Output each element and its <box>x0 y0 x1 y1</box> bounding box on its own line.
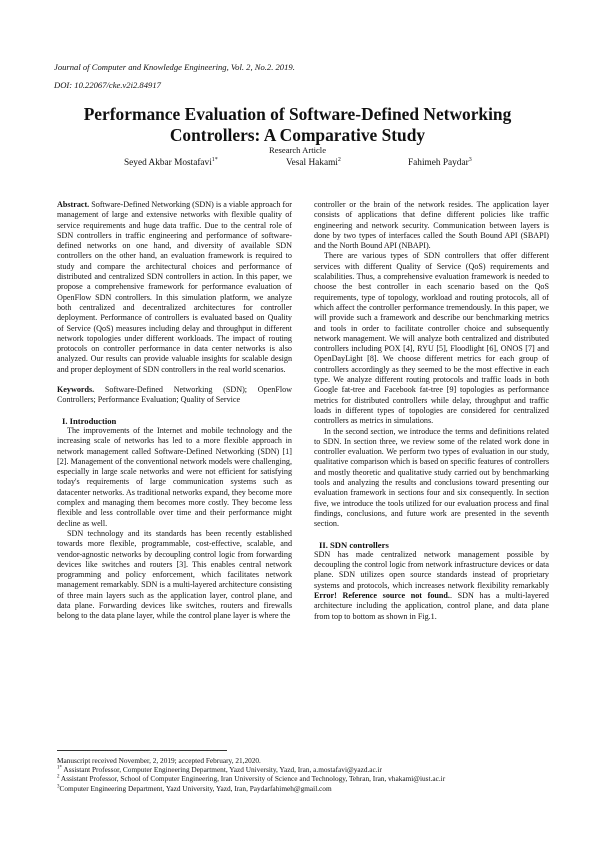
footnotes <box>57 756 547 793</box>
paragraph: In the second section, we introduce the terms and definitions related to SDN. In section three, we review some of the related work done in controller evaluation. We perform two types of evaluation in our study, qualitative comparison which is based on specific features of controllers and mostly theoretic and qualitative study carried out by benchmarking tools and analyzing the results and conclusions toward presenting our evaluation framework in sections four and six consequently. In section five, we introduce the tools utilized for our evaluation process and final findings, conclusions, and future work are presented in the seventh section. <box>314 426 549 529</box>
author-2 <box>286 158 341 168</box>
footnote-mark: 2 <box>57 774 60 780</box>
paragraph: controller or the brain of the network resides. The application layer consists of applications that define different policies like traffic engineering and network security. Communication between layers is done by two types of interfaces called the South Bound API (SBAPI) and the North Bound API (NBAPI). <box>314 200 549 251</box>
journal-citation: Journal of Computer and Knowledge Engineering, Vol. 2, No.2. 2019. <box>54 62 295 72</box>
keywords <box>57 385 292 406</box>
abstract <box>57 200 292 375</box>
paragraph: SDN technology and its standards has been recently established towards more flexible, programmable, cost-effective, scalable, and vendor-agnostic networks by decoupling control logic from forwarding devices like switches and routers [3]. This enables central network programming and policy enforcement, which facilitates network management remarkably. SDN is a multi-layered architecture consisting of three main layers such as the application layer, control plane, and data plane. Forwarding devices like switches, routers and firewalls belong to the data plane layer, while the control plane layer is where the <box>57 528 292 621</box>
footnote-3 <box>57 784 547 793</box>
author-name: Fahimeh Paydar <box>408 158 469 168</box>
keywords-label: Keywords. <box>57 385 95 395</box>
footnote-mark: 3 <box>57 784 60 790</box>
footnote-1 <box>57 765 547 774</box>
abstract-text: Software-Defined Networking (SDN) is a viable approach for management of large and extensive networks with flexible quality of service requirements and huge data traffic. Due to the central role of SDN controllers in traffic engineering and performance of software-defined networks on one hand, and diversity of available SDN controllers on the other hand, an evaluation framework is required to study and compare the architectural choices and performance of distributed and centralized SDN controllers in action. In this paper, we propose a comprehensive framework for performance evaluation of OpenFlow SDN controllers. In this simulation platform, we analyze both centralized and decentralized architectures for controller deployment. Performance of controllers is evaluated based on Quality of Service (QoS) measures including delay and throughput in different network topologies under different workloads. The impact of routing protocols on controller performance in data center networks is also analyzed. Our results can provide valuable insights for scalable design and proper deployment of SDN controllers in the real world scenarios. <box>57 200 293 374</box>
keywords-text: Software-Defined Networking (SDN); OpenFlow Controllers; Performance Evaluation; Quality of Service <box>57 385 292 405</box>
author-name: Vesal Hakami <box>286 158 338 168</box>
reference-error: Error! Reference source not found. <box>314 590 450 600</box>
footnote-divider <box>57 750 227 751</box>
paragraph-text: . SDN has a multi-layered architecture including the application, control plane, and data plane from top to bottom as shown in Fig.1. <box>314 590 549 621</box>
footnote-2 <box>57 774 547 783</box>
paragraph: The improvements of the Internet and mobile technology and the increasing scale of networks has led to a more flexible approach in network management called Software-Defined Networking (SDN) [1][2]. Management of the conventional network models were challenging, especially in large scale networks and were not efficient for satisfying today's requirements of large communication systems such as datacenter networks. As traditional networks expand, they become more complex and managing them becomes more costly. They become less flexible and less controllable over time and their performance might decline as well. <box>57 425 292 528</box>
paper-title: Performance Evaluation of Software-Defined Networking Controllers: A Comparative Study <box>83 104 512 145</box>
section-heading-introduction: I. Introduction <box>62 415 117 426</box>
paragraph <box>314 550 549 622</box>
footnote-text: Assistant Professor, School of Computer Engineering, Iran University of Science and Technology, Tehran, Iran, vhakami@iust.ac.ir <box>60 774 446 784</box>
left-column <box>57 200 292 622</box>
article-type: Research Article <box>268 145 327 155</box>
author-mark: 1* <box>211 156 218 163</box>
footnote-text: Assistant Professor, Computer Engineering Department, Yazd University, Yazd, Iran, a.mostafavi@yazd.ac.ir <box>63 765 383 775</box>
author-mark: 2 <box>337 156 341 163</box>
right-column <box>314 200 549 622</box>
doi: DOI: 10.22067/cke.v2i2.84917 <box>54 80 161 90</box>
paragraph-text: SDN has made centralized network management possible by decoupling the control logic from network infrastructure devices or data plane. SDN utilizes open source standards instead of proprietary systems and protocols, which increases network flexibility remarkably <box>314 549 549 590</box>
author-mark: 3 <box>468 156 472 163</box>
author-3 <box>408 158 472 168</box>
author-name: Seyed Akbar Mostafavi <box>124 158 212 168</box>
footnote-mark: 1* <box>57 765 62 771</box>
paragraph: There are various types of SDN controllers that offer different services with different Quality of Service (QoS) requirements and scalabilities. Thus, a comprehensive evaluation framework is needed to choose the best controller in each scenario based on the QoS requirements, type of topology, workload and routing protocols, all of which affect the controller performance tremendously. In this paper, we will provide such a framework and describe our benchmarking metrics and tools in order to facilitate controller choice and subsequently network management. We will analyze both centralized and distributed controllers including POX [4], RYU [5], Floodlight [6], ONOS [7] and OpenDayLight [8]. We choose different metrics for each group of controllers accordingly as they seemed to be the most effective in each type. We analyze different routing protocols and traffic loads in both Google fat-tree and Facebook fat-tree [9] topologies as performance metrics for distributed controllers while delay, throughput and traffic loads in different types of topologies are considered for centralized controllers as metrics in simulations. <box>314 251 549 426</box>
abstract-label: Abstract. <box>57 200 90 209</box>
section-heading-sdn-controllers: II. SDN controllers <box>319 539 389 550</box>
manuscript-dates: Manuscript received November, 2, 2019; accepted February, 21,2020. <box>57 756 261 765</box>
author-1 <box>124 158 218 168</box>
footnote-text: Computer Engineering Department, Yazd University, Yazd, Iran, Paydarfahimeh@gmail.com <box>59 783 332 793</box>
